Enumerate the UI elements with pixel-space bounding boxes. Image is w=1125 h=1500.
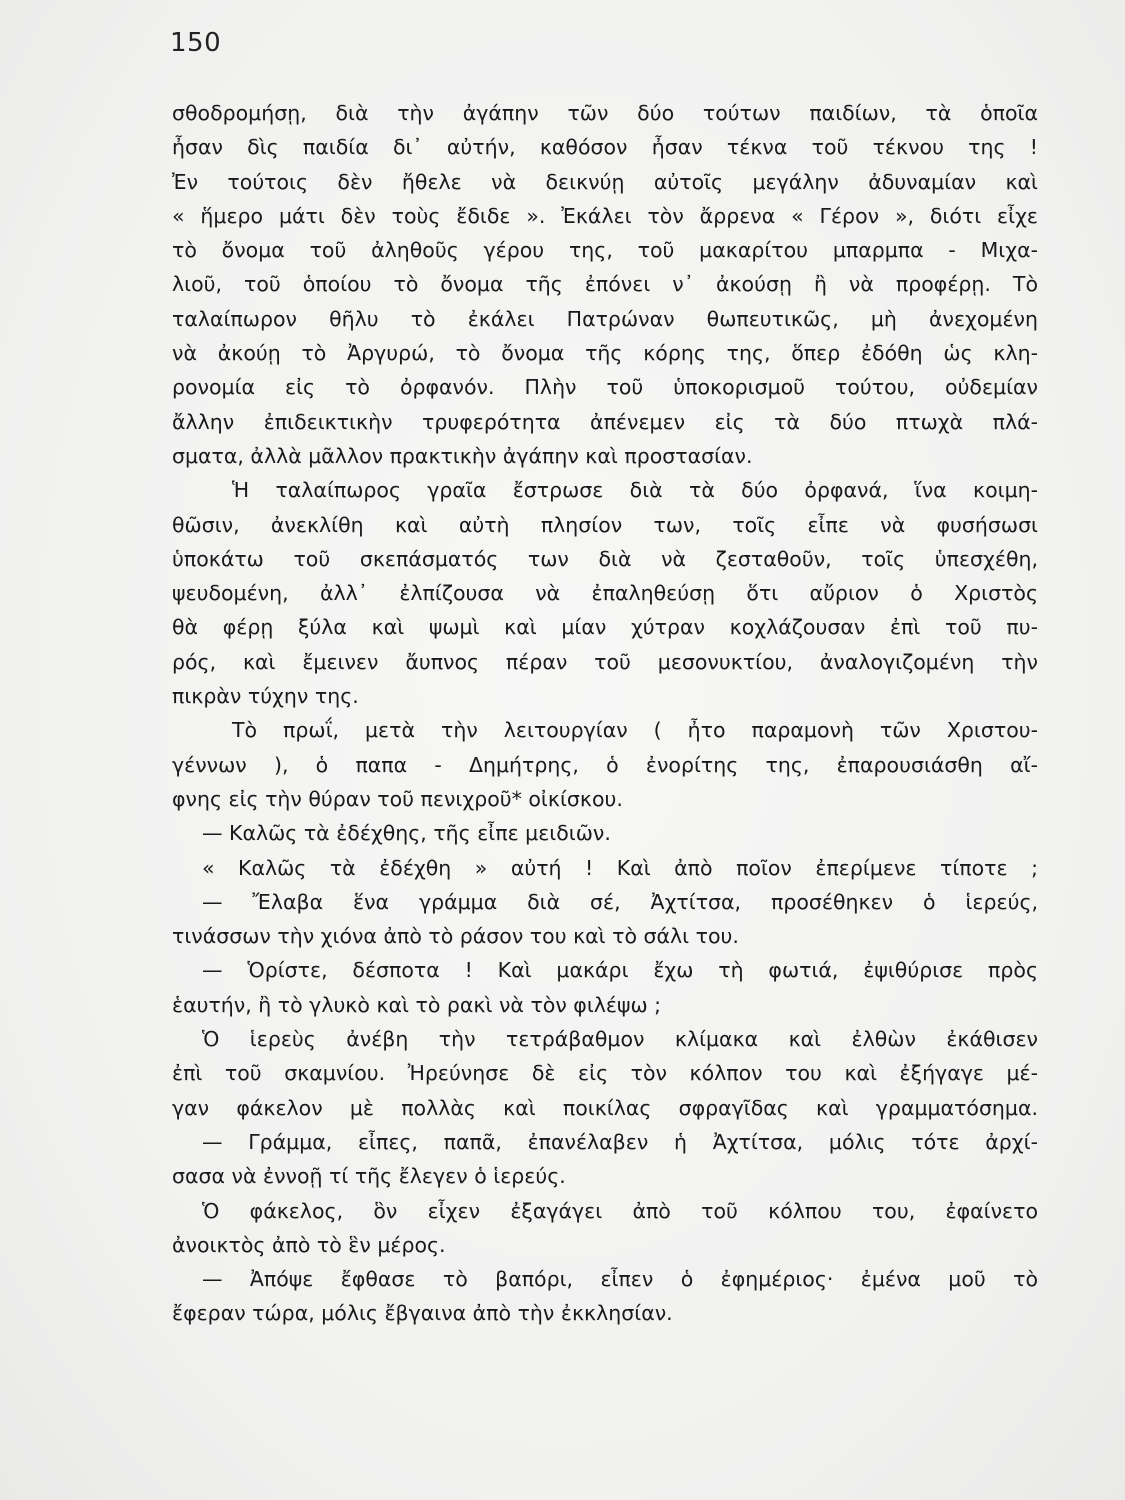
text-line: ὑποκάτω τοῦ σκεπάσματός των διὰ νὰ ζεσταθοῦν, τοῖς ὑπεσχέθη, [172, 546, 1038, 571]
text-line: « ἥμερο μάτι δὲν τοὺς ἔδιδε ». Ἐκάλει τὸν ἄρρενα « Γέρον », διότι εἶχε [172, 203, 1038, 228]
text-line: Τὸ πρωΐ, μετὰ τὴν λειτουργίαν ( ἦτο παραμονὴ τῶν Χριστου- [232, 718, 1038, 743]
text-line: τινάσσων τὴν χιόνα ἀπὸ τὸ ράσον του καὶ τὸ σάλι του. [172, 924, 739, 949]
text-line: ταλαίπωρον θῆλυ τὸ ἐκάλει Πατρώναν θωπευτικῶς, μὴ ἀνεχομένη [172, 306, 1038, 331]
text-line: — Καλῶς τὰ ἐδέχθης, τῆς εἶπε μειδιῶν. [202, 821, 611, 846]
text-line: ἑαυτήν, ἢ τὸ γλυκὸ καὶ τὸ ρακὶ νὰ τὸν φιλέψω ; [172, 992, 662, 1017]
text-line: Ὁ φάκελος, ὃν εἶχεν ἐξαγάγει ἀπὸ τοῦ κόλπου του, ἐφαίνετο [202, 1198, 1038, 1223]
text-line: νὰ ἀκούῃ τὸ Ἀργυρώ, τὸ ὄνομα τῆς κόρης της, ὅπερ ἐδόθη ὡς κλη- [172, 341, 1038, 366]
text-line: πικρὰν τύχην της. [172, 684, 359, 709]
text-line: γέννων ), ὁ παπα - Δημήτρης, ὁ ἐνορίτης της, ἐπαρουσιάσθη αἴ- [172, 752, 1038, 777]
text-line: — Ἀπόψε ἔφθασε τὸ βαπόρι, εἶπεν ὁ ἐφημέριος· ἐμένα μοῦ τὸ [202, 1267, 1038, 1292]
text-line: Ἐν τούτοις δὲν ἤθελε νὰ δεικνύῃ αὐτοῖς μεγάλην ἀδυναμίαν καὶ [172, 169, 1038, 194]
text-line: σασα νὰ ἐννοῇ τί τῆς ἔλεγεν ὁ ἱερεύς. [172, 1164, 566, 1189]
text-line: — Γράμμα, εἶπες, παπᾶ, ἐπανέλαβεν ἡ Ἀχτίτσα, μόλις τότε ἀρχί- [202, 1129, 1038, 1154]
text-line: σματα, ἀλλὰ μᾶλλον πρακτικὴν ἀγάπην καὶ προστασίαν. [172, 443, 753, 468]
text-line: Ὁ ἱερεὺς ἀνέβη τὴν τετράβαθμον κλίμακα καὶ ἐλθὼν ἐκάθισεν [202, 1027, 1038, 1052]
text-line: ἄλλην ἐπιδεικτικὴν τρυφερότητα ἀπένεμεν εἰς τὰ δύο πτωχὰ πλά- [172, 409, 1038, 434]
text-line: θῶσιν, ἀνεκλίθη καὶ αὐτὴ πλησίον των, τοῖς εἶπε νὰ φυσήσωσι [172, 512, 1038, 537]
text-line: ἔφεραν τώρα, μόλις ἔβγαινα ἀπὸ τὴν ἐκκλησίαν. [172, 1301, 673, 1326]
text-line: ἦσαν δὶς παιδία δι᾽ αὐτήν, καθόσον ἦσαν τέκνα τοῦ τέκνου της ! [172, 135, 1038, 160]
text-line: — Ὁρίστε, δέσποτα ! Καὶ μακάρι ἔχω τὴ φωτιά, ἐψιθύρισε πρὸς [202, 958, 1038, 983]
text-line: « Καλῶς τὰ ἐδέχθη » αὐτή ! Καὶ ἀπὸ ποῖον ἐπερίμενε τίποτε ; [202, 855, 1038, 880]
text-line: φνης εἰς τὴν θύραν τοῦ πενιχροῦ* οἰκίσκου. [172, 786, 623, 811]
text-line: λιοῦ, τοῦ ὁποίου τὸ ὄνομα τῆς ἐπόνει ν᾽ ἀκούσῃ ἢ νὰ προφέρῃ. Τὸ [172, 272, 1038, 297]
text-line: θὰ φέρῃ ξύλα καὶ ψωμὶ καὶ μίαν χύτραν κοχλάζουσαν ἐπὶ τοῦ πυ- [172, 615, 1038, 640]
text-line: τὸ ὄνομα τοῦ ἀληθοῦς γέρου της, τοῦ μακαρίτου μπαρμπα - Μιχα- [172, 238, 1038, 263]
text-line: σθοδρομήσῃ, διὰ τὴν ἀγάπην τῶν δύο τούτων παιδίων, τὰ ὁποῖα [172, 101, 1038, 125]
text-line: γαν φάκελον μὲ πολλὰς καὶ ποικίλας σφραγῖδας καὶ γραμματόσημα. [172, 1095, 1038, 1120]
text-line: ρός, καὶ ἔμεινεν ἄυπνος πέραν τοῦ μεσονυκτίου, ἀναλογιζομένη τὴν [172, 649, 1038, 674]
text-line: ψευδομένη, ἀλλ᾽ ἐλπίζουσα νὰ ἐπαληθεύσῃ ὅτι αὔριον ὁ Χριστὸς [172, 581, 1038, 606]
text-line: ἐπὶ τοῦ σκαμνίου. Ἠρεύνησε δὲ εἰς τὸν κόλπον του καὶ ἐξήγαγε μέ- [172, 1061, 1038, 1086]
page-number: 150 [170, 28, 222, 58]
text-line: — Ἔλαβα ἕνα γράμμα διὰ σέ, Ἀχτίτσα, προσέθηκεν ὁ ἱερεύς, [202, 889, 1038, 914]
body-text [172, 96, 1038, 1331]
text-line: ρονομία εἰς τὸ ὀρφανόν. Πλὴν τοῦ ὑποκορισμοῦ τούτου, οὐδεμίαν [172, 375, 1038, 400]
text-line: ἀνοικτὸς ἀπὸ τὸ ἓν μέρος. [172, 1232, 446, 1257]
text-line: Ἡ ταλαίπωρος γραῖα ἔστρωσε διὰ τὰ δύο ὀρφανά, ἵνα κοιμη- [232, 478, 1038, 503]
